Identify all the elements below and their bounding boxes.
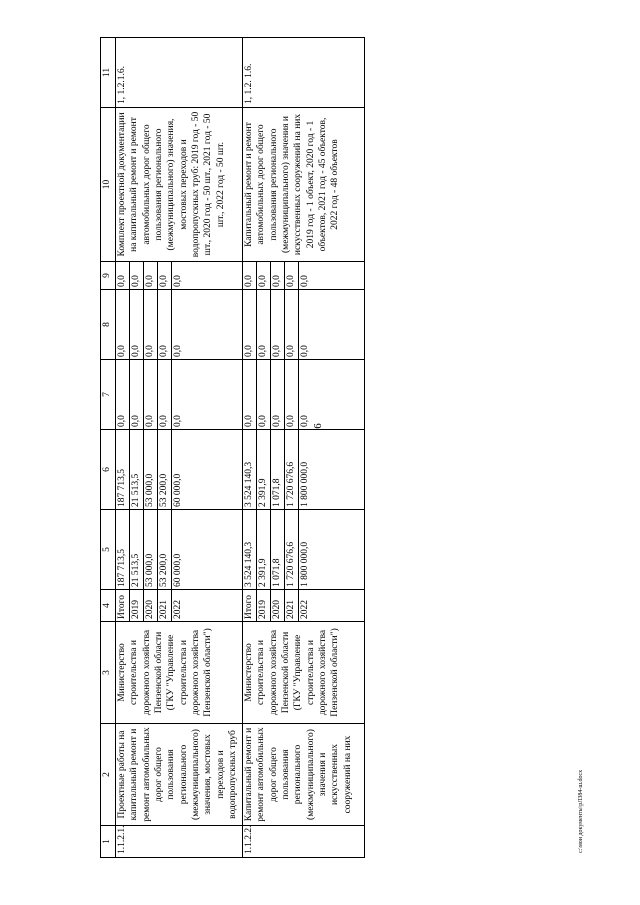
reference: 1, 1.2.1.6.: [116, 38, 243, 108]
col9-values: [116, 262, 243, 290]
activity-name: Капитальный ремонт и ремонт автомобильных дорог общего пользования регионального (межмуниципального) значения и искусственных сооружений на них: [243, 724, 365, 826]
value-cell: 187 713,5: [116, 430, 130, 509]
col8-values: [116, 290, 243, 360]
header-cell: 8: [101, 290, 116, 360]
header-row: [101, 38, 116, 858]
header-cell: 9: [101, 262, 116, 290]
year-label: 2022: [173, 600, 183, 619]
indicator: Капитальный ремонт и ремонт автомобильных дорог общего пользования регионального (межмуниципального) значения и искусственных сооружений на них 2019 год - 1 объект, 2020 год - 1 объектов, 2021 год - 45 объектов, 2022 год - 48 объектов: [243, 108, 365, 262]
value-cell: 0,0: [257, 360, 271, 429]
value-cell: 0,0: [271, 360, 285, 429]
header-cell: 6: [101, 430, 116, 510]
value-cell: 0,0: [300, 345, 310, 357]
row-number: 1.1.2.1.: [116, 826, 243, 858]
value-cell: 0,0: [271, 290, 285, 359]
value-cell: 0,0: [130, 262, 144, 289]
year-label: 2022: [300, 600, 310, 619]
value-cell: 0,0: [116, 262, 130, 289]
value-cell: 21 513,5: [130, 430, 144, 509]
value-cell: 0,0: [243, 262, 257, 289]
value-cell: 0,0: [285, 290, 299, 359]
col5-values: [243, 510, 365, 590]
year-label: Итого: [116, 590, 130, 621]
value-cell: 0,0: [116, 360, 130, 429]
value-cell: 1 071,8: [271, 510, 285, 589]
year-label: 2021: [158, 590, 172, 621]
value-cell: 1 800 000,0: [300, 541, 310, 587]
year-label: 2019: [257, 590, 271, 621]
value-cell: 0,0: [271, 262, 285, 289]
value-cell: 0,0: [158, 262, 172, 289]
value-cell: 0,0: [173, 415, 183, 427]
years-cell: [116, 590, 243, 622]
col7-values: [116, 360, 243, 430]
header-cell: 3: [101, 622, 116, 724]
value-cell: 0,0: [158, 360, 172, 429]
value-cell: 21 513,5: [130, 510, 144, 589]
col7-values: [243, 360, 365, 430]
value-cell: 0,0: [243, 360, 257, 429]
value-cell: 2 391,9: [257, 510, 271, 589]
header-cell: 10: [101, 108, 116, 262]
value-cell: 3 524 140,3: [243, 430, 257, 509]
value-cell: 53 000,0: [144, 430, 158, 509]
value-cell: 53 200,0: [158, 430, 172, 509]
page-number: 6: [311, 423, 324, 429]
value-cell: 3 524 140,3: [243, 510, 257, 589]
value-cell: 53 200,0: [158, 510, 172, 589]
value-cell: 60 000,0: [173, 553, 183, 587]
table-row: [243, 38, 365, 858]
value-cell: 0,0: [173, 275, 183, 287]
value-cell: 0,0: [300, 275, 310, 287]
col6-values: [243, 430, 365, 510]
years-cell: [243, 590, 365, 622]
header-cell: 2: [101, 724, 116, 826]
value-cell: 0,0: [144, 290, 158, 359]
value-cell: 0,0: [116, 290, 130, 359]
value-cell: 53 000,0: [144, 510, 158, 589]
year-label: 2019: [130, 590, 144, 621]
value-cell: 0,0: [285, 262, 299, 289]
value-cell: 0,0: [144, 262, 158, 289]
footer-file-path: c:\мои документы\рЛ384-ш.docx: [578, 769, 584, 853]
value-cell: 60 000,0: [173, 473, 183, 507]
table-row: [116, 38, 243, 858]
header-cell: 5: [101, 510, 116, 590]
value-cell: 2 391,9: [257, 430, 271, 509]
year-label: 2020: [144, 590, 158, 621]
year-label: Итого: [243, 590, 257, 621]
header-cell: 11: [101, 38, 116, 108]
col6-values: [116, 430, 243, 510]
row-number: 1.1.2.2.: [243, 826, 365, 858]
value-cell: 0,0: [158, 290, 172, 359]
col8-values: [243, 290, 365, 360]
year-label: 2020: [271, 590, 285, 621]
indicator: Комплект проектной документации на капитальный ремонт и ремонт автомобильных дорог общего пользования регионального (межмуниципального) значения, мостовых переходов и водопропускных труб: 2019 год - 50 шт., 2020 год - 50 шт., 2021 год - 50 шт., 2022 год - 50 шт.: [116, 108, 243, 262]
executor: Министерство строительства и дорожного хозяйства Пензенской области (ГКУ "Управление строительства и дорожного хозяйства Пензенской области"): [243, 622, 365, 724]
col5-values: [116, 510, 243, 590]
year-label: 2021: [285, 590, 299, 621]
program-table: [100, 37, 365, 858]
value-cell: 1 720 676,6: [285, 430, 299, 509]
header-cell: 1: [101, 826, 116, 858]
value-cell: 1 800 000,0: [300, 461, 310, 507]
value-cell: 0,0: [257, 290, 271, 359]
value-cell: 0,0: [144, 360, 158, 429]
header-cell: 7: [101, 360, 116, 430]
value-cell: 187 713,5: [116, 510, 130, 589]
activity-name: Проектные работы на капитальный ремонт и ремонт автомобильных дорог общего пользования регионального (межмуниципального) значения, мостовых переходов и водопропускных труб: [116, 724, 243, 826]
value-cell: 0,0: [173, 345, 183, 357]
reference: 1, 1.2. 1.6.: [243, 38, 365, 108]
value-cell: 0,0: [285, 360, 299, 429]
value-cell: 1 071,8: [271, 430, 285, 509]
rotated-table-area: [100, 38, 365, 858]
col9-values: [243, 262, 365, 290]
value-cell: 0,0: [130, 360, 144, 429]
value-cell: 0,0: [300, 415, 310, 427]
value-cell: 0,0: [257, 262, 271, 289]
header-cell: 4: [101, 590, 116, 622]
executor: Министерство строительства и дорожного хозяйства Пензенской области (ГКУ "Управление строительства и дорожного хозяйства Пензенской области"): [116, 622, 243, 724]
value-cell: 1 720 676,6: [285, 510, 299, 589]
value-cell: 0,0: [243, 290, 257, 359]
value-cell: 0,0: [130, 290, 144, 359]
